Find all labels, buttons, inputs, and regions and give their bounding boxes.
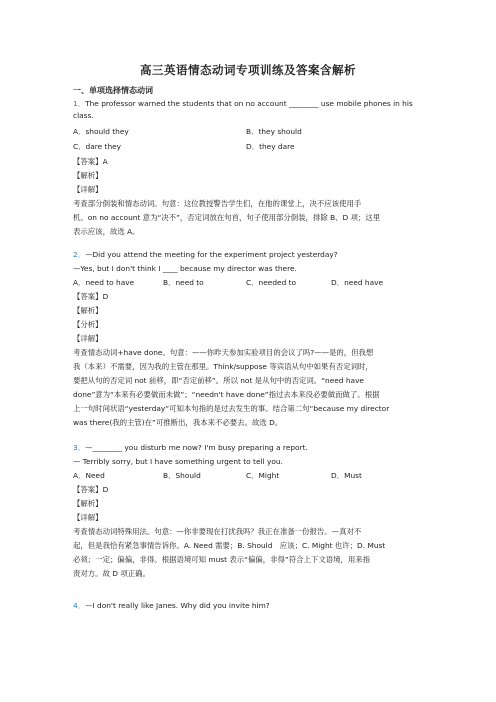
q1-option-b: B．they should (246, 127, 302, 136)
q2-explanation-4: done”意为“本来有必要做而未做”；“needn't have done”指过去本来没必要做而做了。根据 (73, 390, 380, 399)
q2-stem-line1 (73, 250, 338, 260)
q3-number: 3． (73, 443, 86, 452)
q2-number: 2． (73, 250, 86, 259)
q2-xiangjie: 【详解】 (73, 334, 103, 343)
q3-explanation-1: 考查情态动词特殊用法。句意：—你非要现在打扰我吗？我正在准备一份报告。—真对不 (73, 527, 362, 536)
q2-option-c: C．needed to (246, 278, 297, 287)
q3-option-a: A．Need (73, 471, 105, 480)
q1-jiexi: 【解析】 (73, 171, 103, 180)
q3-stem-text: —________ you disturb me now? I'm busy preparing a report. (85, 443, 308, 452)
section-heading: 一、单项选择情态动词 (73, 86, 153, 95)
q1-option-d: D．they dare (246, 142, 295, 151)
q1-xiangjie: 【详解】 (73, 185, 103, 194)
q2-option-b: B．need to (163, 278, 204, 287)
q1-option-c: C．dare they (73, 142, 122, 151)
q2-stem-text: —Did you attend the meeting for the experiment project yesterday? (85, 250, 338, 259)
q2-jiexi: 【解析】 (73, 306, 103, 315)
q3-option-d: D．Must (331, 471, 362, 480)
q1-stem-line1 (73, 99, 413, 109)
q2-explanation-2: 我（本来）不需要，因为我的主管在那里。Think/suppose 等宾语从句中如果有否定词时， (73, 362, 373, 371)
q3-stem-line2: — Terribly sorry, but I have something urgent to tell you. (73, 457, 283, 466)
q1-explanation-1: 考查部分倒装和情态动词。句意：这位教授警告学生们，在他的课堂上，决不应该使用手 (73, 199, 362, 208)
q1-stem-text: The professor warned the students that on no account ________ use mobile phones in his (85, 99, 413, 108)
q3-xiangjie: 【详解】 (73, 513, 103, 522)
q2-explanation-1: 考查情态动词+have done。句意：——你昨天参加实验项目的会议了吗?——是的，但我想 (73, 348, 374, 357)
q1-stem-line2: class. (73, 111, 94, 120)
q3-stem-line1 (73, 443, 308, 453)
q1-explanation-2: 机。on no account 意为“决不”，否定词放在句首，句子使用部分倒装，排除 B、D 项；这里 (73, 213, 381, 222)
q3-jiexi: 【解析】 (73, 499, 103, 508)
q1-explanation-3: 表示应该，故选 A。 (73, 227, 140, 236)
q4-stem-text: —I don't really like Janes. Why did you invite him? (85, 601, 270, 610)
q4-number: 4． (73, 601, 86, 610)
q4-stem-line1 (73, 601, 270, 611)
q2-explanation-6: was there(我的主管)在”可推断出，我本来不必要去。故选 D。 (73, 418, 283, 427)
q1-option-a: A．should they (73, 127, 129, 136)
q3-explanation-4: 责对方。故 D 项正确。 (73, 569, 150, 578)
q3-explanation-3: 必须；一定；偏偏，非得。根据语境可知 must 表示“偏偏，非得”符合上下文语境，用来指 (73, 555, 371, 564)
q2-option-d: D．need have (331, 278, 384, 287)
q3-explanation-2: 起，但是我恰有紧急事情告诉你。A. Need 需要；B. Should 应该；C. Might 也许；D. Must (73, 541, 386, 550)
q2-option-a: A．need to have (73, 278, 135, 287)
q2-fenxi: 【分析】 (73, 320, 103, 329)
q1-number: 1． (73, 99, 86, 108)
q1-answer: 【答案】A (73, 157, 108, 166)
q2-explanation-5: 上一句时间状语“yesterday”可知本句指的是过去发生的事。结合第二句“because my director (73, 404, 390, 413)
q3-option-b: B．Should (163, 471, 201, 480)
q3-option-c: C．Might (246, 471, 280, 480)
document-title: 高三英语情态动词专项训练及答案含解析 (140, 63, 356, 77)
q2-answer: 【答案】D (73, 292, 109, 301)
q2-stem-line2: —Yes, but I don't think I ____ because my director was there. (73, 264, 297, 273)
q2-explanation-3: 要把从句的否定词 not 前移，即“否定前移”。所以 not 是从句中的否定词。“need have (73, 376, 364, 385)
q3-answer: 【答案】D (73, 485, 109, 494)
